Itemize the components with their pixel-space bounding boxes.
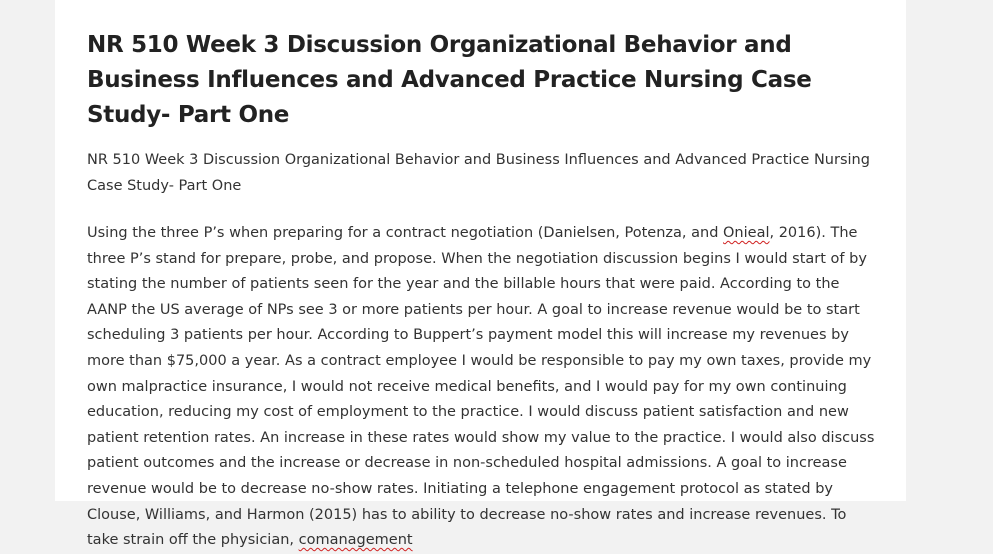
article-body [87, 221, 877, 554]
spellcheck-word-1[interactable]: Onieal [723, 225, 770, 241]
body-text-part-2: , 2016). The three P’s stand for prepare, probe, and propose. When the negotiation discussion begins I would start of by stating the number of patients seen for the year and the billable hours that were paid. According to the AANP the US average of NPs see 3 or more patients per hour. A goal to increase revenue would be to start scheduling 3 patients per hour. According to Buppert’s payment model this will increase my revenues by more than $75,000 a year. As a contract employee I would be responsible to pay my own taxes, provide my own malpractice insurance, I would not receive medical benefits, and I would pay for my own continuing education, reducing my cost of employment to the practice. I would discuss patient satisfaction and new patient retention rates. An increase in these rates would show my value to the practice. I would also discuss patient outcomes and the increase or decrease in non-scheduled hospital admissions. A goal to increase revenue would be to decrease no-show rates. Initiating a telephone engagement protocol as stated by Clouse, Williams, and Harmon (2015) has to ability to decrease no-show rates and increase revenues. To take strain off the physician, [87, 225, 875, 549]
article-subtitle: NR 510 Week 3 Discussion Organizational Behavior and Business Influences and Advanced Practice Nursing Case Study- Part One [87, 152, 870, 194]
spellcheck-word-2[interactable]: comanagement [298, 532, 413, 549]
article [87, 28, 877, 554]
body-text-part-1: Using the three P’s when preparing for a contract negotiation (Danielsen, Potenza, and [87, 225, 724, 241]
page-title: NR 510 Week 3 Discussion Organizational Behavior and Business Influences and Advanced Practice Nursing Case Study- Part One [87, 32, 812, 128]
document-page [55, 0, 906, 549]
